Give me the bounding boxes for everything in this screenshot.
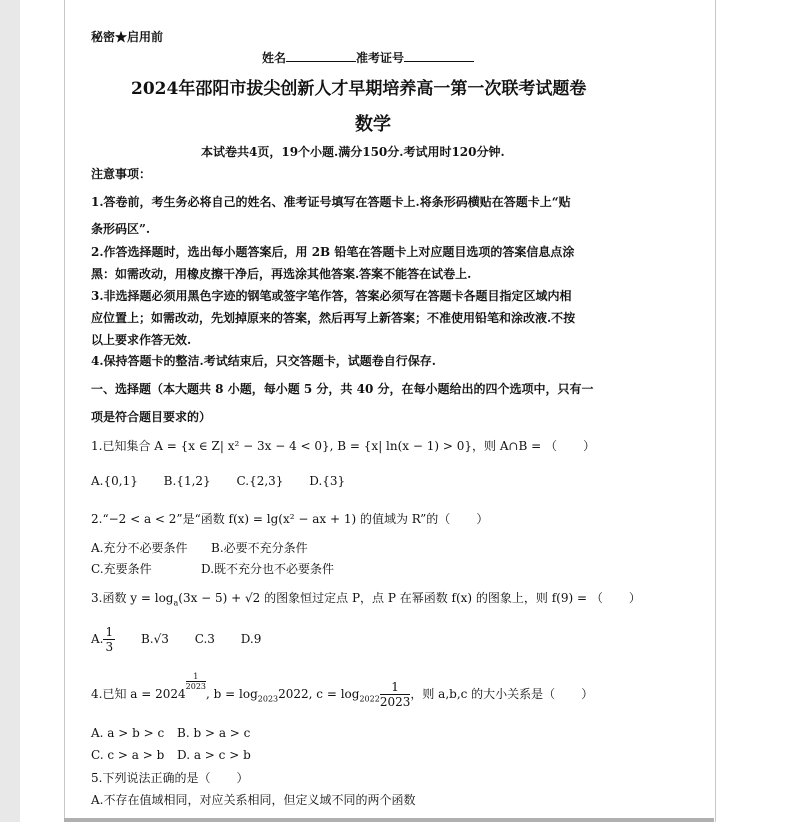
q1-option-b: B.{1,2} [163,474,211,488]
q5-option-a: A.不存在值域相同，对应关系相同，但定义域不同的两个函数 [91,793,416,807]
note-4: 4.保持答题卡的整洁.考试结束后，只交答题卡，试题卷自行保存. [91,354,436,368]
q4-paren: ） [581,687,594,701]
q3-option-a-fraction [103,625,115,654]
q3-option-c: C.3 [194,632,215,646]
question-1-options [91,474,345,488]
q3-option-a-numerator: 1 [105,625,114,639]
q4-text-post: ，则 a,b,c 的大小关系是（ [410,687,556,701]
question-2-stem [91,510,488,527]
q4-exponent-denominator: 2023 [185,682,207,691]
question-3-options [91,625,261,654]
q4-text-pre: 4.已知 a = 2024 [91,687,186,701]
exam-info: 本试卷共4页，19个小题.满分150分.考试用时120分钟. [201,145,505,159]
q4-c-numerator: 1 [380,680,411,695]
q1-option-a: A.{0,1} [91,474,138,488]
q3-option-a-denominator: 3 [105,640,114,654]
note-3-line-2: 应位置上；如需改动，先划掉原来的答案，然后再写上新答案；不准使用铅笔和涂改液.不按 [91,311,576,325]
q2-option-b: B.必要不充分条件 [211,541,308,555]
question-3-stem [91,589,641,607]
q4-log-base-c: 2022 [359,694,380,704]
q2-option-a: A.充分不必要条件 [91,541,188,555]
q3-log-base: a [173,598,179,608]
question-1-stem [91,437,595,454]
q4-text-b: , b = log [206,687,258,701]
q4-text-c: 2022, c = log [278,687,360,701]
question-4-stem [91,672,594,709]
q4-option-a: A. a > b > c [91,726,165,740]
candidate-fields [262,49,474,66]
q2-option-c: C.充要条件 [91,562,152,576]
q3-option-a-label: A. [91,632,104,646]
q5-paren: ） [236,771,249,785]
name-label: 姓名 [262,51,287,65]
q5-text: 5.下列说法正确的是（ [91,771,211,785]
id-label: 准考证号 [356,51,405,65]
note-3-line-3: 以上要求作答无效. [91,333,192,347]
note-2-line-2: 黑：如需改动，用橡皮擦干净后，再选涂其他答案.答案不能答在试卷上. [91,267,472,281]
question-5-stem [91,769,248,786]
note-2-line-1: 2.作答选择题时，选出每小题答案后，用 2B 铅笔在答题卡上对应题目选项的答案信息点涂 [91,245,575,259]
section-heading-line-1: 一、选择题（本大题共 8 小题，每小题 5 分，共 40 分，在每小题给出的四个选项中，只有一 [91,382,594,396]
q3-option-b: B.√3 [140,632,169,646]
q3-paren: ） [628,591,641,605]
q1-option-d: D.{3} [309,474,346,488]
q1-option-c: C.{2,3} [236,474,284,488]
question-1-text: 1.已知集合 A = {x ∈ Z| x² − 3x − 4 < 0}, B = {x| ln(x − 1) > 0}，则 A∩B = （ [91,439,558,453]
section-heading-line-2: 项是符合题目要求的） [91,410,212,424]
q2-option-d: D.既不充分也不必要条件 [201,562,335,576]
q4-option-c: C. c > a > b [91,748,165,762]
notes-heading: 注意事项： [91,167,152,181]
question-1-paren: ） [583,439,596,453]
note-3-line-1: 3.非选择题必须用黑色字迹的钢笔或签字笔作答，答案必须写在答题卡各题目指定区域内相 [91,289,572,303]
q4-exponent-numerator: 1 [186,672,206,682]
q3-text-pre: 3.函数 y = log [91,591,174,605]
question-2-paren: ） [476,512,489,526]
q4-option-d: D. a > c > b [177,748,251,762]
q3-option-d: D.9 [240,632,262,646]
q4-exponent [186,672,206,691]
note-1-line-2: 条形码区”. [91,222,151,236]
secret-label: 秘密★启用前 [91,30,164,44]
subject-title: 数学 [355,114,391,135]
q4-option-b: B. b > a > c [177,726,251,740]
name-blank [286,51,356,62]
q4-log-base-b: 2023 [257,694,279,704]
viewer-margin-left [0,0,20,822]
exam-title: 2024年邵阳市拔尖创新人才早期培养高一第一次联考试题卷 [131,79,587,99]
page-bottom-edge [64,818,714,822]
question-2-text: 2.“−2 < a < 2”是“函数 f(x) = lg(x² − ax + 1) 的值域为 R”的（ [91,512,451,526]
note-1-line-1: 1.答卷前，考生务必将自己的姓名、准考证号填写在答题卡上.将条形码横贴在答题卡上“贴 [91,195,571,209]
document-page [64,0,716,822]
id-blank [404,51,474,62]
q3-text-post: (3x − 5) + √2 的图象恒过定点 P，点 P 在幂函数 f(x) 的图象上，则 f(9) = （ [178,591,603,605]
q4-c-fraction [380,680,411,709]
q4-c-denominator: 2023 [379,695,411,709]
